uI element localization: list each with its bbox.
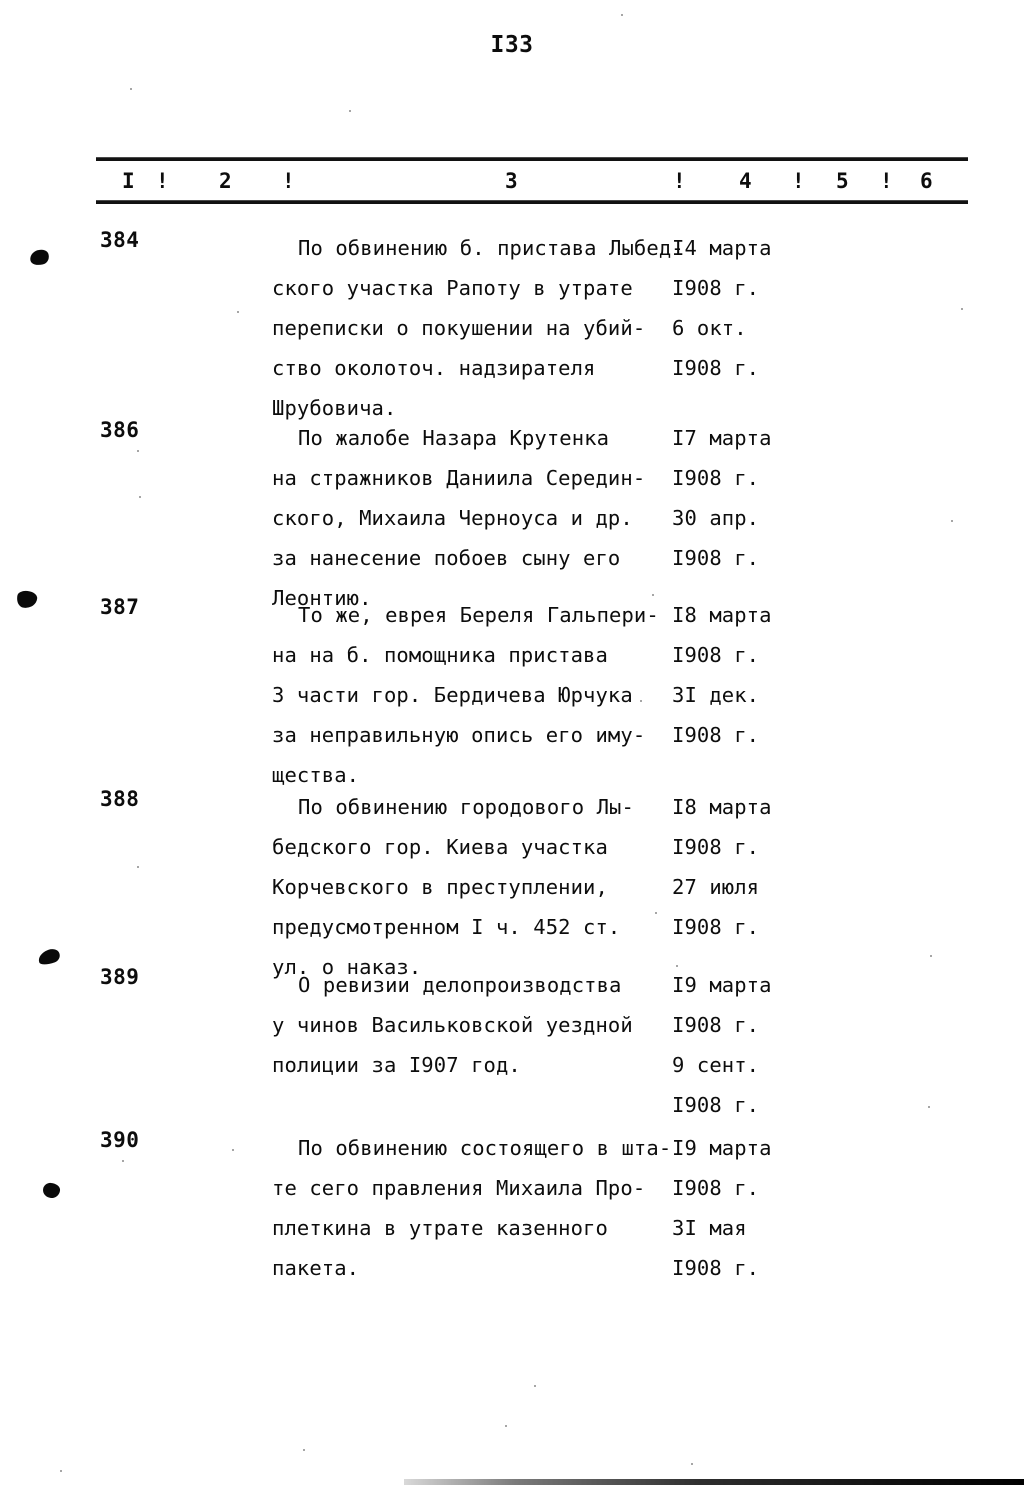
entry-description: ство околоточ. надзирателя	[272, 356, 596, 380]
rule-line-bottom	[96, 201, 968, 204]
column-number-row	[96, 165, 968, 197]
entry-number: 388	[100, 787, 140, 811]
entry-line	[272, 418, 972, 458]
entry-description: щества.	[272, 763, 360, 787]
entry-line	[272, 907, 972, 947]
entry-description: переписки о покушении на убий-	[272, 316, 646, 340]
entry-description: за неправильную опись его иму-	[272, 723, 646, 747]
scan-speck	[961, 308, 963, 310]
scan-speck	[655, 912, 657, 914]
scan-speck	[951, 520, 953, 522]
entry-description: ского участка Рапоту в утрате	[272, 276, 633, 300]
ink-blot-artifact	[42, 1182, 60, 1198]
entry-line	[272, 1128, 972, 1168]
scan-speck	[60, 1470, 62, 1472]
column-separator-3: !	[673, 169, 687, 193]
entry-description: предусмотренном I ч. 452 ст.	[272, 915, 621, 939]
entry-description: По обвинению городового Лы-	[298, 795, 634, 819]
ink-blot-artifact	[28, 248, 50, 267]
entry-line	[272, 965, 972, 1005]
column-label-6: 6	[920, 169, 934, 193]
entry-date: 6 окт.	[672, 316, 747, 340]
rule-line-top	[96, 158, 968, 161]
entry-line	[272, 228, 972, 268]
entry-description: полиции за I907 год.	[272, 1053, 521, 1077]
entry-line	[272, 827, 972, 867]
entry-description: Корчевского в преступлении,	[272, 875, 608, 899]
entry-line	[272, 787, 972, 827]
entry-description: То же, еврея Береля Гальпери-	[298, 603, 659, 627]
entry-date: I908 г.	[672, 915, 760, 939]
entry-date: I7 марта	[672, 426, 772, 450]
entry-date: I908 г.	[672, 1176, 760, 1200]
entry-date: I908 г.	[672, 466, 760, 490]
entry-number: 384	[100, 228, 140, 252]
entry-description: те сего правления Михаила Про-	[272, 1176, 646, 1200]
entry-number: 389	[100, 965, 140, 989]
scan-speck	[691, 1463, 693, 1465]
entry-description: за нанесение побоев сыну его	[272, 546, 621, 570]
entry-body	[272, 228, 972, 428]
column-label-2: 2	[219, 169, 233, 193]
entry-line	[272, 1045, 972, 1085]
scan-speck	[303, 1449, 305, 1451]
entry-date: I908 г.	[672, 835, 760, 859]
scan-speck	[232, 1149, 234, 1151]
scan-speck	[640, 700, 642, 702]
entry-date: I908 г.	[672, 546, 760, 570]
entry-description: на стражников Даниила Середин-	[272, 466, 646, 490]
entry-date: I908 г.	[672, 1093, 760, 1117]
entry-line	[272, 1005, 972, 1045]
scan-speck	[130, 88, 132, 90]
entry-description: Шрубовича.	[272, 396, 397, 420]
entry-body	[272, 418, 972, 618]
entry-line	[272, 348, 972, 388]
scan-speck	[137, 450, 139, 452]
entry-line	[272, 308, 972, 348]
entry-date: I8 марта	[672, 795, 772, 819]
entry-date: I9 марта	[672, 973, 772, 997]
entry-description: на на б. помощника пристава	[272, 643, 608, 667]
entry-description: 3 части гор. Бердичева Юрчука	[272, 683, 633, 707]
column-header-band	[96, 158, 968, 204]
entry-number: 387	[100, 595, 140, 619]
entry-description: Леонтию.	[272, 586, 372, 610]
column-separator-2: !	[282, 169, 296, 193]
entry-body	[272, 965, 972, 1125]
entry-description: ул. о наказ.	[272, 955, 422, 979]
entry-date: 30 апр.	[672, 506, 760, 530]
scan-speck	[534, 1385, 536, 1387]
column-separator-1: !	[156, 169, 170, 193]
entry-description: у чинов Васильковской уездной	[272, 1013, 633, 1037]
entry-line	[272, 1085, 972, 1125]
entry-date: I4 марта	[672, 236, 772, 260]
entry-date: I908 г.	[672, 356, 760, 380]
entry-description: пакета.	[272, 1256, 360, 1280]
scan-speck	[122, 1160, 124, 1162]
scan-speck	[928, 1106, 930, 1108]
entry-description: бедского гор. Киева участка	[272, 835, 608, 859]
entry-date: 3I мая	[672, 1216, 747, 1240]
entry-line	[272, 268, 972, 308]
column-label-1: I	[122, 169, 136, 193]
scan-speck	[652, 594, 654, 596]
entry-line	[272, 1248, 972, 1288]
entry-date: I908 г.	[672, 276, 760, 300]
entry-description: плеткина в утрате казенного	[272, 1216, 608, 1240]
entry-line	[272, 458, 972, 498]
entry-description: О ревизии делопроизводства	[298, 973, 622, 997]
entry-line	[272, 675, 972, 715]
scan-speck	[137, 866, 139, 868]
scan-speck	[505, 1425, 507, 1427]
entry-date: 27 июля	[672, 875, 760, 899]
entry-description: По жалобе Назара Крутенка	[298, 426, 610, 450]
column-separator-4: !	[792, 169, 806, 193]
entry-line	[272, 1208, 972, 1248]
page-number: I33	[490, 32, 534, 58]
scan-speck	[930, 955, 932, 957]
column-label-4: 4	[739, 169, 753, 193]
entry-date: I9 марта	[672, 1136, 772, 1160]
entry-date: I908 г.	[672, 1256, 760, 1280]
entry-description: ского, Михаила Черноуса и др.	[272, 506, 633, 530]
page-bottom-edge	[404, 1479, 1024, 1485]
entry-number: 386	[100, 418, 140, 442]
entry-line	[272, 538, 972, 578]
entry-line	[272, 498, 972, 538]
entry-date: 9 сент.	[672, 1053, 760, 1077]
entry-date: I908 г.	[672, 1013, 760, 1037]
entry-date: I908 г.	[672, 723, 760, 747]
entry-line	[272, 1168, 972, 1208]
entry-line	[272, 715, 972, 755]
entry-body	[272, 1128, 972, 1288]
entry-body	[272, 787, 972, 987]
entry-line	[272, 595, 972, 635]
entry-line	[272, 635, 972, 675]
ink-blot-artifact	[36, 947, 61, 968]
entry-date: I8 марта	[672, 603, 772, 627]
scan-speck	[237, 311, 239, 313]
scan-speck	[621, 14, 623, 16]
entry-date: 3I дек.	[672, 683, 760, 707]
ink-blot-artifact	[16, 590, 38, 609]
scan-speck	[349, 110, 351, 112]
entry-body	[272, 595, 972, 795]
entry-number: 390	[100, 1128, 140, 1152]
column-label-5: 5	[836, 169, 850, 193]
scan-speck	[139, 496, 141, 498]
entry-description: По обвинению состоящего в шта-	[298, 1136, 672, 1160]
scan-speck	[676, 965, 678, 967]
column-label-3: 3	[505, 169, 519, 193]
entry-date: I908 г.	[672, 643, 760, 667]
entry-description: По обвинению б. пристава Лыбед-	[298, 236, 684, 260]
column-separator-5: !	[880, 169, 894, 193]
entry-line	[272, 867, 972, 907]
